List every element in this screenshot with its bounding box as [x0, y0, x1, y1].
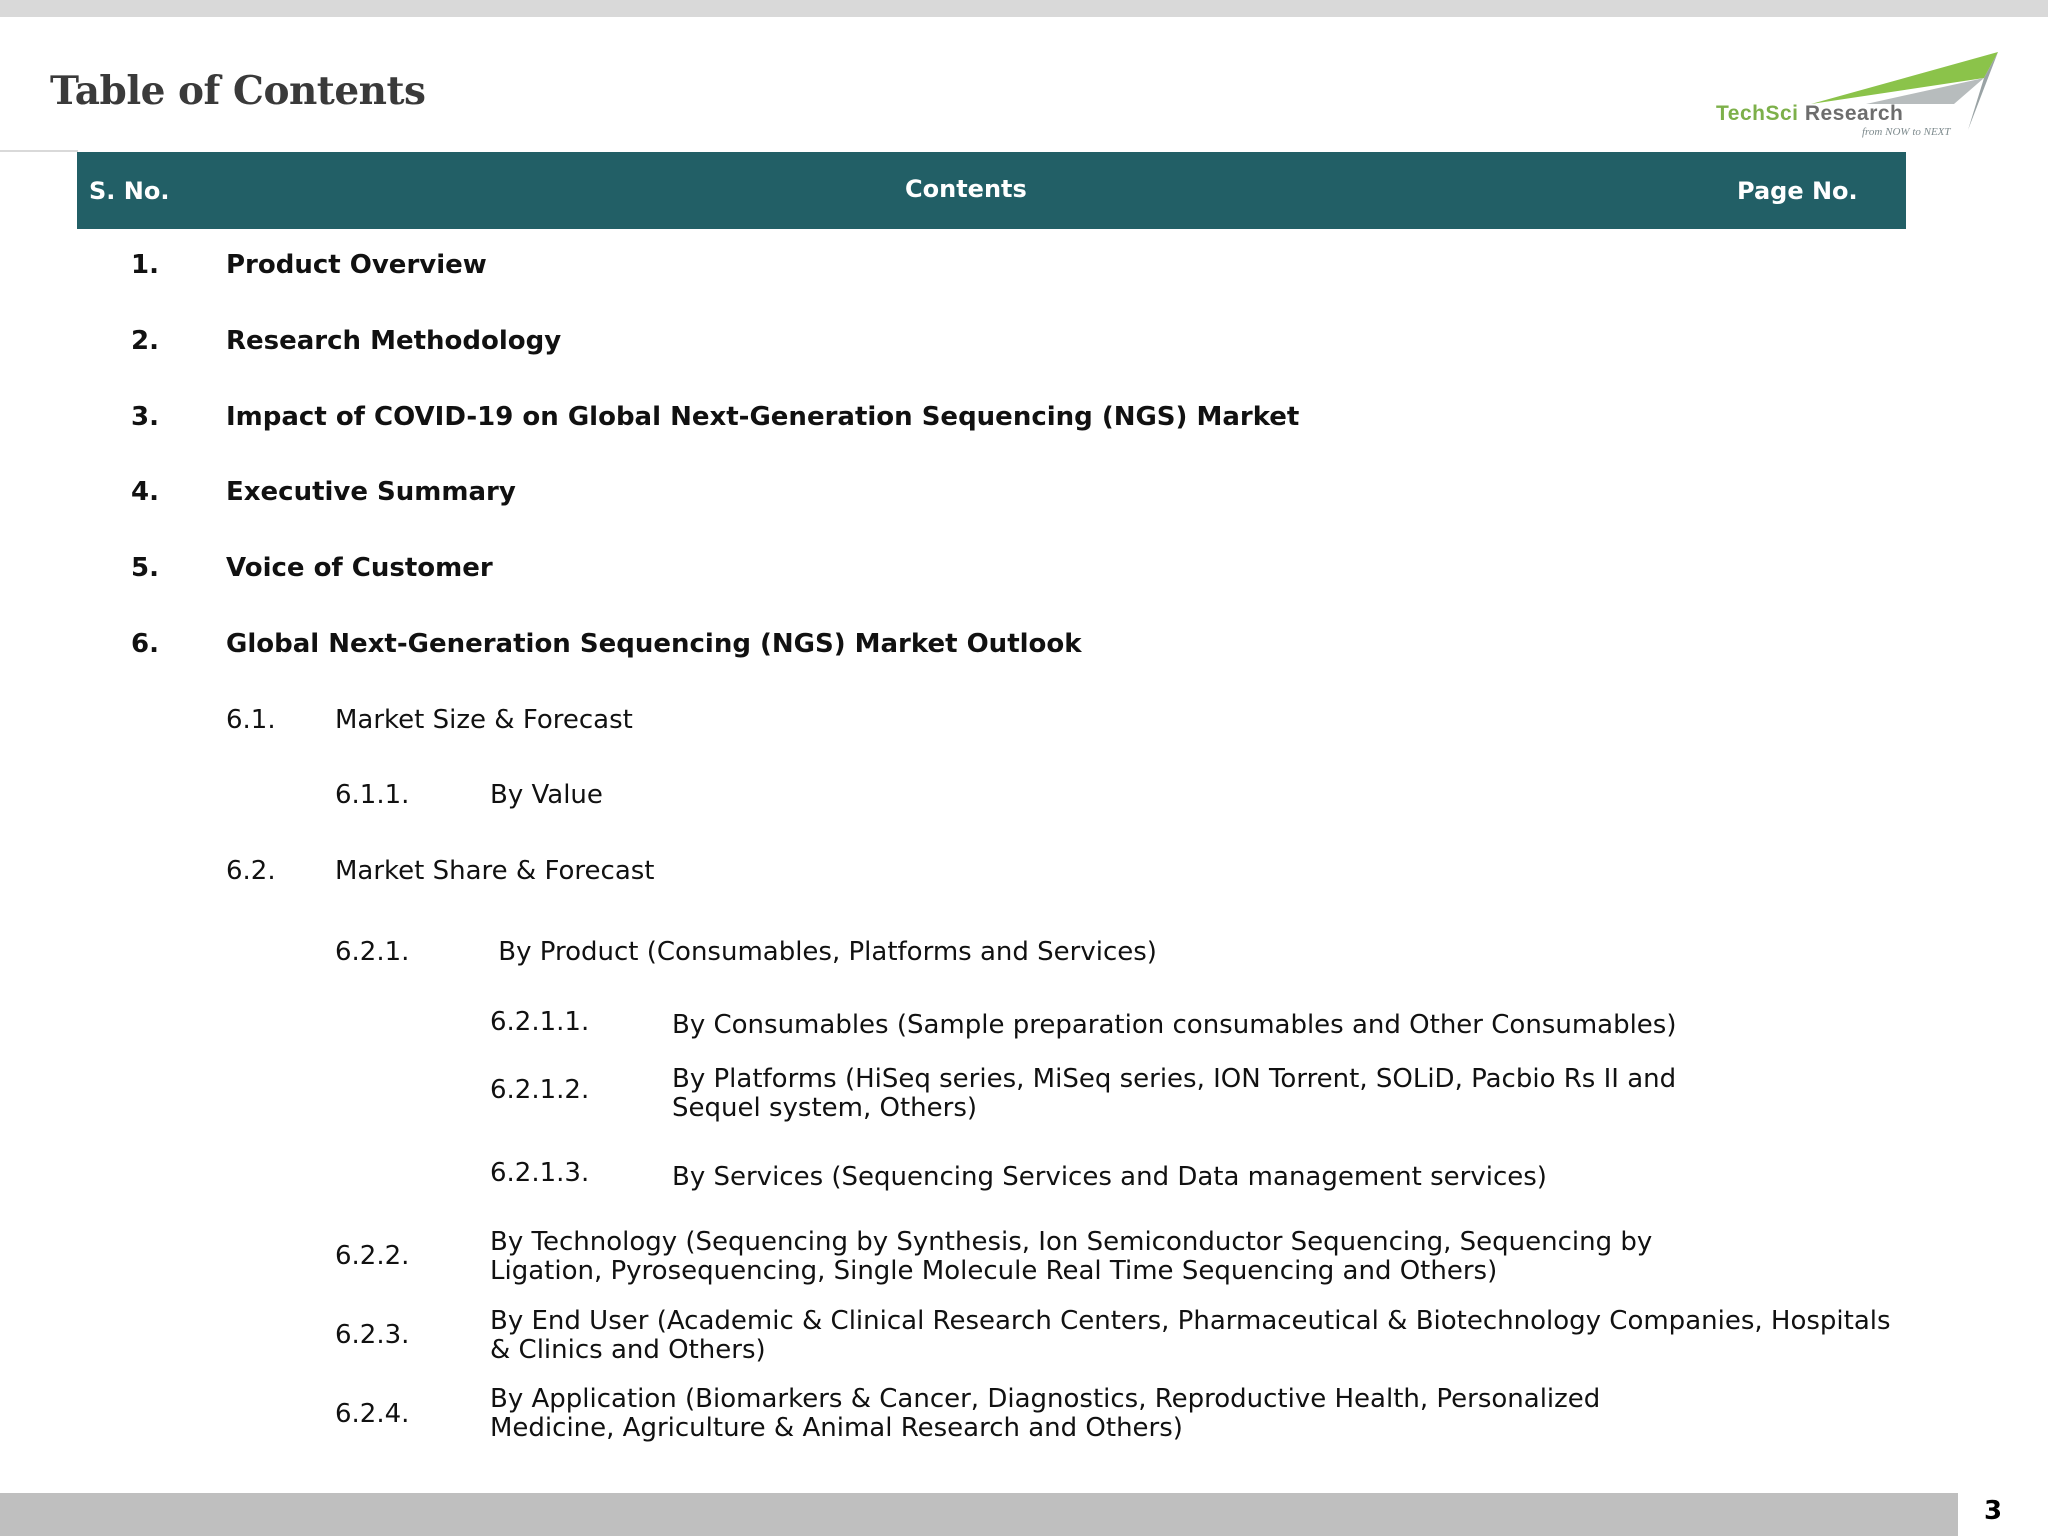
- company-logo: [1716, 52, 1998, 144]
- toc-entry-num: 5.: [131, 553, 159, 583]
- toc-entry-text: Impact of COVID-19 on Global Next-Generation Sequencing (NGS) Market: [226, 402, 1300, 432]
- page-number: 3: [1984, 1496, 2003, 1526]
- logo-wordmark: [1716, 102, 1903, 126]
- toc-entry-text: Market Size & Forecast: [335, 705, 633, 735]
- top-bar: [0, 0, 2048, 17]
- toc-entry-num: 6.: [131, 629, 159, 659]
- header-contents: Contents: [905, 175, 1027, 203]
- toc-entry-text: Voice of Customer: [226, 553, 493, 583]
- toc-entry-num: 4.: [131, 477, 159, 507]
- toc-entry-text: By Application (Biomarkers & Cancer, Diagnostics, Reproductive Health, Personalized Medicine, Agriculture & Animal Research and Others): [490, 1384, 1601, 1443]
- toc-entry-num: 6.2.: [226, 856, 276, 886]
- toc-entry-text: By End User (Academic & Clinical Research Centers, Pharmaceutical & Biotechnology Companies, Hospitals & Clinics and Others): [490, 1306, 1891, 1365]
- toc-entry-text: Executive Summary: [226, 477, 516, 507]
- toc-entry-num: 1.: [131, 250, 159, 280]
- toc-entry-text: Product Overview: [226, 250, 487, 280]
- toc-entry-num: 6.2.2.: [335, 1241, 410, 1271]
- logo-swoosh-icon: [1716, 52, 1998, 144]
- toc-entry-text: By Product (Consumables, Platforms and Services): [490, 937, 1157, 967]
- toc-entry-num: 6.2.1.2.: [490, 1075, 590, 1105]
- toc-entry-num: 6.1.1.: [335, 780, 410, 810]
- toc-entry-num: 6.2.3.: [335, 1320, 410, 1350]
- toc-entry-num: 2.: [131, 326, 159, 356]
- toc-entry-num: 6.2.1.: [335, 937, 410, 967]
- toc-entry-text: By Technology (Sequencing by Synthesis, Ion Semiconductor Sequencing, Sequencing by Ligation, Pyrosequencing, Single Molecule Real Time Sequencing and Others): [490, 1227, 1653, 1286]
- toc-entry-text: By Consumables (Sample preparation consumables and Other Consumables): [672, 1010, 1677, 1040]
- toc-entry-num: 6.2.4.: [335, 1399, 410, 1429]
- toc-header-row: [77, 152, 1906, 229]
- toc-entry-text: Market Share & Forecast: [335, 856, 655, 886]
- toc-entry-num: 6.2.1.3.: [490, 1158, 590, 1188]
- footer-bar: [0, 1493, 1958, 1536]
- logo-tagline: from NOW to NEXT: [1862, 126, 1951, 138]
- title-rule: [0, 150, 78, 152]
- toc-entry-text: By Services (Sequencing Services and Data management services): [672, 1162, 1547, 1192]
- header-page-no: Page No.: [1737, 177, 1858, 205]
- logo-wordmark-part1: TechSci: [1716, 102, 1799, 125]
- toc-entry-text: By Platforms (HiSeq series, MiSeq series, ION Torrent, SOLiD, Pacbio Rs II and Sequel system, Others): [672, 1064, 1677, 1123]
- toc-entry-num: 6.2.1.1.: [490, 1007, 590, 1037]
- header-sno: S. No.: [89, 177, 170, 205]
- page-title: Table of Contents: [50, 68, 426, 114]
- toc-entry-text: Global Next-Generation Sequencing (NGS) Market Outlook: [226, 629, 1082, 659]
- toc-entry-num: 3.: [131, 402, 159, 432]
- toc-entry-num: 6.1.: [226, 705, 276, 735]
- toc-entry-text: Research Methodology: [226, 326, 562, 356]
- toc-entry-text: By Value: [490, 780, 603, 810]
- logo-wordmark-part2: Research: [1804, 102, 1904, 125]
